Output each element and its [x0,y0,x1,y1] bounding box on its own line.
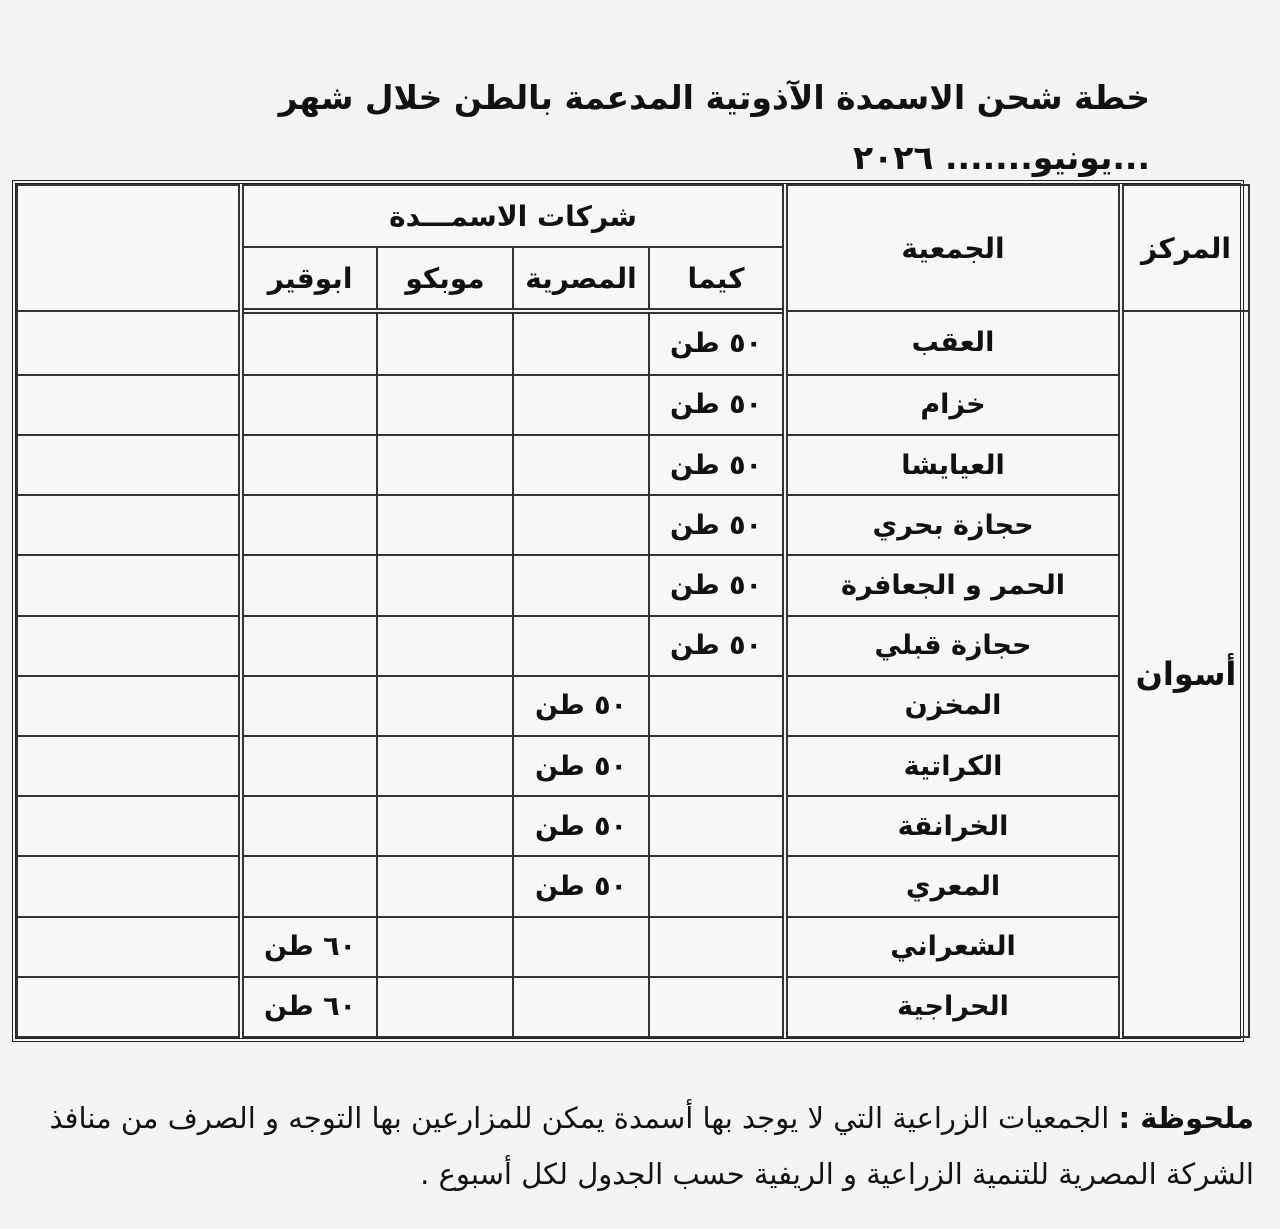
note-text: الجمعيات الزراعية التي لا يوجد بها أسمدة يمكن للمزارعين بها التوجه و الصرف من منافذ الشركة المصرية للتنمية الزراعية و الريفية حسب الجدول لكل أسبوع . [49,1101,1254,1191]
extra-cell [17,917,241,977]
extra-cell [17,375,241,435]
masreya-cell [513,977,649,1037]
extra-cell [17,616,241,676]
table-row [17,435,1249,495]
association-cell: العيايشا [785,435,1121,495]
header-kima: كيما [649,247,785,311]
kima-cell: ٥٠ طن [649,495,785,555]
masreya-cell [513,495,649,555]
mobco-cell [377,856,513,916]
center-name: أسوان [1121,311,1249,1037]
masreya-cell: ٥٠ طن [513,736,649,796]
masreya-cell: ٥٠ طن [513,676,649,736]
mobco-cell [377,311,513,375]
table-row [17,375,1249,435]
association-cell: المعري [785,856,1121,916]
association-cell: حجازة بحري [785,495,1121,555]
kima-cell [649,796,785,856]
table-row [17,616,1249,676]
association-cell: الشعراني [785,917,1121,977]
header-mobco: موبكو [377,247,513,311]
extra-cell [17,736,241,796]
extra-cell [17,856,241,916]
extra-cell [17,435,241,495]
abuqir-cell [241,676,377,736]
shipment-plan-table [12,180,1244,1042]
footnote [14,1090,1254,1202]
masreya-cell: ٥٠ طن [513,796,649,856]
header-masreya: المصرية [513,247,649,311]
masreya-cell [513,616,649,676]
abuqir-cell [241,555,377,615]
mobco-cell [377,977,513,1037]
extra-cell [17,676,241,736]
mobco-cell [377,736,513,796]
mobco-cell [377,917,513,977]
kima-cell [649,736,785,796]
extra-cell [17,555,241,615]
association-cell: حجازة قبلي [785,616,1121,676]
association-cell: الكراتية [785,736,1121,796]
abuqir-cell [241,495,377,555]
mobco-cell [377,375,513,435]
association-cell: الخرانقة [785,796,1121,856]
table-row [17,676,1249,736]
kima-cell: ٥٠ طن [649,616,785,676]
table-row [17,736,1249,796]
kima-cell: ٥٠ طن [649,435,785,495]
masreya-cell [513,555,649,615]
header-extra [17,185,241,311]
abuqir-cell: ٦٠ طن [241,977,377,1037]
mobco-cell [377,616,513,676]
abuqir-cell [241,616,377,676]
extra-cell [17,311,241,375]
kima-cell [649,856,785,916]
extra-cell [17,977,241,1037]
table-row [17,917,1249,977]
abuqir-cell [241,796,377,856]
table-body [17,311,1249,1037]
association-cell: الحمر و الجعافرة [785,555,1121,615]
masreya-cell [513,917,649,977]
masreya-cell [513,311,649,375]
kima-cell [649,676,785,736]
association-cell: العقب [785,311,1121,375]
masreya-cell [513,375,649,435]
mobco-cell [377,495,513,555]
kima-cell: ٥٠ طن [649,555,785,615]
masreya-cell: ٥٠ طن [513,856,649,916]
table-row [17,555,1249,615]
table-row [17,796,1249,856]
table-row [17,311,1249,375]
abuqir-cell: ٦٠ طن [241,917,377,977]
header-association: الجمعية [785,185,1121,311]
mobco-cell [377,676,513,736]
abuqir-cell [241,856,377,916]
table-row [17,977,1249,1037]
association-cell: خزام [785,375,1121,435]
header-center: المركز [1121,185,1249,311]
mobco-cell [377,555,513,615]
note-label: ملحوظة : [1118,1101,1254,1135]
association-cell: المخزن [785,676,1121,736]
abuqir-cell [241,311,377,375]
association-cell: الحراجية [785,977,1121,1037]
abuqir-cell [241,375,377,435]
document-title: خطة شحن الاسمدة الآذوتية المدعمة بالطن خلال شهر ...يونيو....... ٢٠٢٦ [278,78,1150,177]
extra-cell [17,495,241,555]
kima-cell [649,977,785,1037]
header-companies: شركات الاسمـــدة [241,185,785,247]
abuqir-cell [241,736,377,796]
table [16,184,1250,1038]
mobco-cell [377,796,513,856]
header-abuqir: ابوقير [241,247,377,311]
mobco-cell [377,435,513,495]
abuqir-cell [241,435,377,495]
kima-cell [649,917,785,977]
extra-cell [17,796,241,856]
masreya-cell [513,435,649,495]
table-row [17,495,1249,555]
table-row [17,856,1249,916]
kima-cell: ٥٠ طن [649,311,785,375]
kima-cell: ٥٠ طن [649,375,785,435]
